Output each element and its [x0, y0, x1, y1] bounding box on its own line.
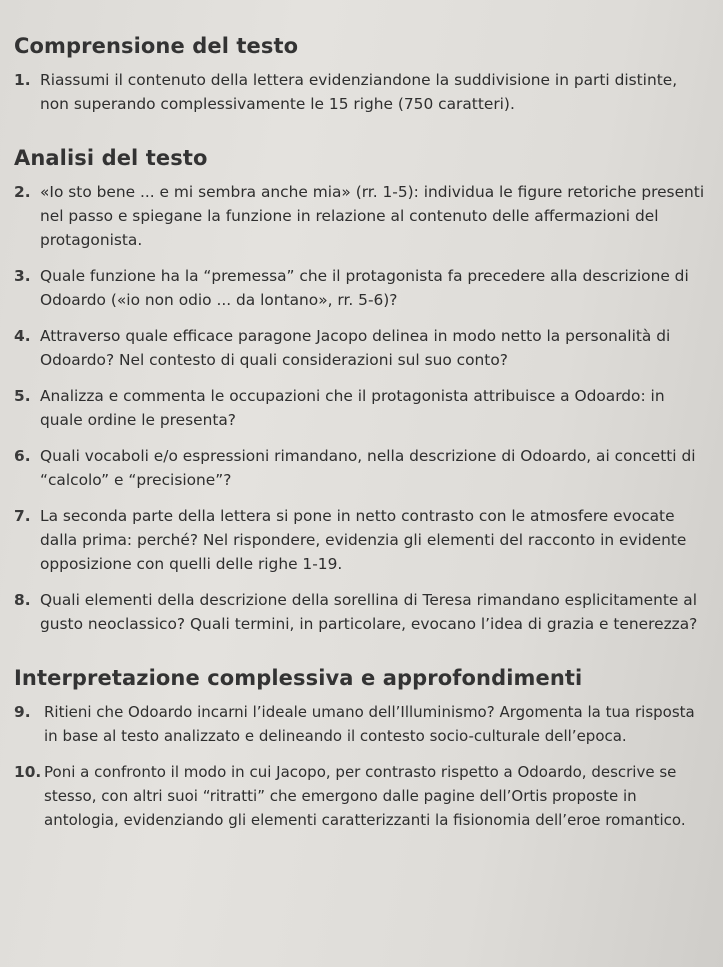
section-comprehension: [14, 34, 705, 116]
question-number: 1.: [14, 71, 31, 89]
question-number: 9.: [14, 703, 31, 721]
question-number: 10.: [14, 763, 42, 781]
question-number: 8.: [14, 591, 31, 609]
section-title: Analisi del testo: [14, 146, 208, 170]
question-text: Attraverso quale efficace paragone Jacopo delinea in modo netto la personalità di Odoardo? Nel contesto di quali considerazioni sul suo conto?: [40, 327, 671, 369]
question-item: [14, 760, 705, 832]
question-number: 3.: [14, 267, 31, 285]
question-item: [14, 588, 705, 636]
question-text: Quali vocaboli e/o espressioni rimandano, nella descrizione di Odoardo, ai concetti di “calcolo” e “precisione”?: [40, 447, 696, 489]
section-interpretation: [14, 666, 705, 832]
question-number: 2.: [14, 183, 31, 201]
question-number: 6.: [14, 447, 31, 465]
question-item: [14, 324, 705, 372]
question-item: [14, 504, 705, 576]
question-item: [14, 68, 705, 116]
question-text: Riassumi il contenuto della lettera evidenziandone la suddivisione in parti distinte, non superando complessivamente le 15 righe (750 caratteri).: [40, 71, 678, 113]
section-analysis: [14, 146, 705, 636]
question-item: [14, 444, 705, 492]
question-number: 7.: [14, 507, 31, 525]
question-text: Quale funzione ha la “premessa” che il protagonista fa precedere alla descrizione di Odoardo («io non odio ... da lontano», rr. 5-6)?: [40, 267, 689, 309]
question-text: Quali elementi della descrizione della sorellina di Teresa rimandano esplicitamente al gusto neoclassico? Quali termini, in particolare, evocano l’idea di grazia e tenerezza?: [40, 591, 698, 633]
question-text: «Io sto bene ... e mi sembra anche mia» (rr. 1-5): individua le figure retoriche presenti nel passo e spiegane la funzione in relazione al contenuto delle affermazioni del protagonista.: [40, 183, 705, 249]
question-text: Ritieni che Odoardo incarni l’ideale umano dell’Illuminismo? Argomenta la tua risposta in base al testo analizzato e delineando il contesto socio-culturale dell’epoca.: [44, 703, 695, 745]
question-number: 5.: [14, 387, 31, 405]
question-number: 4.: [14, 327, 31, 345]
question-item: [14, 384, 705, 432]
section-title: Interpretazione complessiva e approfondimenti: [14, 666, 583, 690]
question-text: La seconda parte della lettera si pone in netto contrasto con le atmosfere evocate dalla prima: perché? Nel rispondere, evidenzia gli elementi del racconto in evidente opposizione con quelli delle righe 1-19.: [40, 507, 687, 573]
question-item: [14, 700, 705, 748]
section-title: Comprensione del testo: [14, 34, 299, 58]
question-item: [14, 180, 705, 252]
question-text: Poni a confronto il modo in cui Jacopo, per contrasto rispetto a Odoardo, descrive se stesso, con altri suoi “ritratti” che emergono dalle pagine dell’Ortis proposte in antologia, evidenziando gli elementi caratterizzanti la fisionomia dell’eroe romantico.: [44, 763, 686, 829]
question-item: [14, 264, 705, 312]
question-text: Analizza e commenta le occupazioni che il protagonista attribuisce a Odoardo: in quale ordine le presenta?: [40, 387, 665, 429]
